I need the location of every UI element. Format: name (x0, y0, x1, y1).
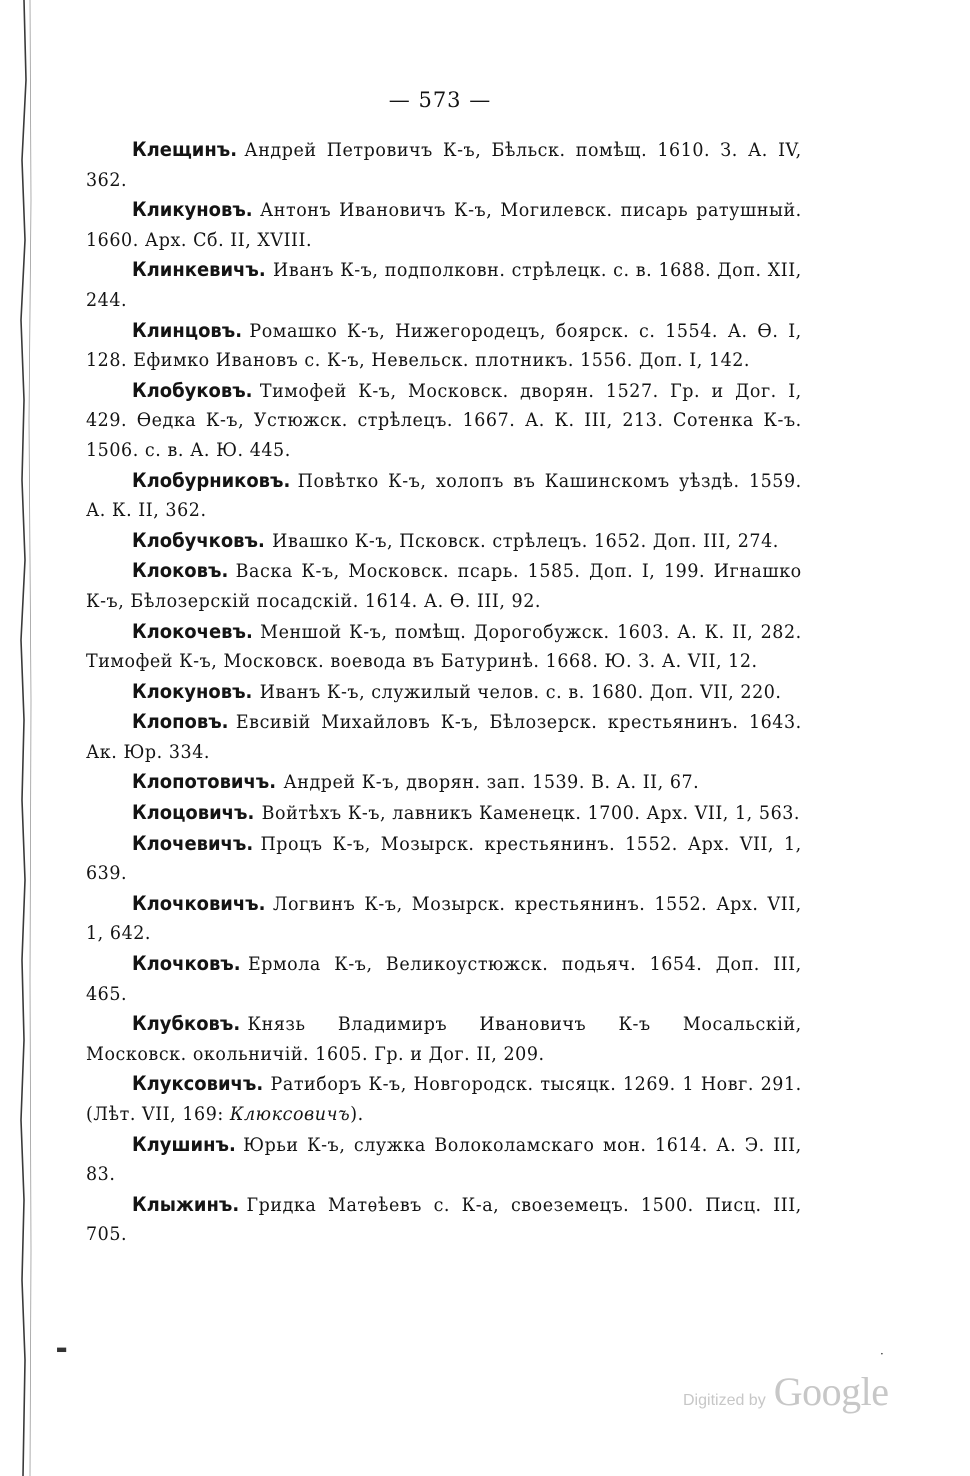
entry-headword: Клоковъ. (132, 559, 229, 583)
entry-klokochev (86, 617, 802, 677)
digitized-by-google-watermark (683, 1368, 889, 1415)
entry-klubkov (86, 1009, 802, 1069)
entry-klopotovich (86, 767, 802, 798)
entry-headword: Клушинъ. (132, 1132, 236, 1156)
entry-headword: Клочковичъ. (132, 891, 266, 915)
entry-klopov (86, 707, 802, 767)
scan-edge-shadow (0, 0, 40, 1476)
entry-headword: Клобурниковъ. (132, 468, 291, 492)
entry-text: Повѣтко К-ъ, холопъ въ Кашинскомъ уѣздѣ. 1559. А. К. II, 362. (86, 469, 802, 522)
entry-text: Андрей Петровичъ К-ъ, Бѣльск. помѣщ. 1610. З. А. IV, 362. (86, 139, 802, 191)
entry-text: Ратиборъ К-ъ, Новгородск. тысяцк. 1269. 1 Новг. 291. (Лѣт. VII, 169: (86, 1073, 802, 1125)
entry-klokov (86, 556, 802, 616)
entry-kluksovich (86, 1069, 802, 1129)
entry-headword: Клинкевичъ. (132, 258, 266, 282)
page-number: — 573 — (388, 88, 492, 112)
entry-text: Евсивій Михайловъ К-ъ, Бѣлозерск. крестьянинъ. 1643. Ак. Юр. 334. (86, 711, 802, 763)
entry-headword: Клубковъ. (132, 1012, 241, 1036)
entry-headword: Клокуновъ. (132, 679, 253, 703)
entry-headword: Клещинъ. (132, 138, 238, 161)
entry-klochkov (86, 949, 802, 1009)
entry-headword: Клобуковъ. (132, 378, 253, 402)
entry-headword: Клочевичъ. (132, 831, 254, 855)
entry-text: Князь Владимиръ Ивановичъ К-ъ Мосальскій, Московск. окольничій. 1605. Гр. и Дог. II, 209. (86, 1013, 802, 1065)
entry-kleshchin (86, 135, 802, 195)
entry-klobuchkov (86, 526, 802, 557)
entry-text: Войтѣхъ К-ъ, лавникъ Каменецк. 1700. Арх. VII, 1, 563. (261, 802, 801, 825)
entry-headword: Клобучковъ. (132, 528, 265, 552)
entry-kloburnikov (86, 466, 802, 526)
entry-headword: Клыжинъ. (132, 1192, 240, 1216)
scan-speck: · (880, 1347, 884, 1361)
entry-text: Юрьи К-ъ, служка Волоколамскаго мон. 1614. А. Э. III, 83. (86, 1133, 802, 1186)
entry-klyzhin (86, 1190, 802, 1250)
entry-headword: Клинцовъ. (132, 318, 243, 342)
entry-klobukov (86, 376, 802, 466)
scan-speck: ▬ (56, 1342, 68, 1356)
entry-klotsovich (86, 798, 802, 829)
entry-text: Антонъ Ивановичъ К-ъ, Могилевск. писарь ратушный. 1660. Арх. Сб. II, XVIII. (86, 199, 802, 251)
entry-text: Ермола К-ъ, Великоустюжск. подьяч. 1654. Доп. III, 465. (86, 953, 802, 1005)
entry-text: Логвинъ К-ъ, Мозырск. крестьянинъ. 1552. Арх. VII, 1, 642. (86, 892, 802, 945)
entry-text: Васка К-ъ, Московск. псарь. 1585. Доп. I, 199. Игнашко К-ъ, Бѣлозерскій посадскій. 1614. А. Ѳ. III, 92. (86, 560, 802, 612)
entry-klochevich (86, 829, 802, 889)
entry-text: Иванъ К-ъ, подполковн. стрѣлецк. с. в. 1688. Доп. XII, 244. (86, 259, 802, 311)
entry-text: Ромашко К-ъ, Нижегородецъ, боярск. с. 1554. А. Ѳ. I, 128. Ефимко Ивановъ с. К-ъ, Невельск. плотникъ. 1556. Доп. I, 142. (86, 319, 802, 372)
entry-klikunov (86, 195, 802, 255)
entry-headword: Кликуновъ. (132, 198, 253, 222)
entry-headword: Клоповъ. (132, 710, 229, 734)
entry-headword: Клоцовичъ. (132, 801, 255, 825)
entry-headword: Клочковъ. (132, 952, 241, 976)
entry-text: Тимофей К-ъ, Московск. дворян. 1527. Гр. и Дог. I, 429. Ѳедка К-ъ, Устюжск. стрѣлецъ. 1667. А. К. III, 213. Сотенка К-ъ. 1506. с. в. А. Ю. 445. (86, 379, 802, 461)
entry-klochkovich (86, 889, 802, 949)
entry-headword: Клопотовичъ. (132, 770, 277, 794)
entry-klinkevich (86, 255, 802, 315)
entry-variant-spelling: Клюксовичъ (229, 1103, 351, 1125)
entry-text: Гридка Матѳѣевъ с. К-а, своеземецъ. 1500. Писц. III, 705. (86, 1193, 802, 1246)
entry-text: Меншой К-ъ, помѣщ. Дорогобужск. 1603. А. К. II, 282. Тимофей К-ъ, Московск. воевода въ Батуринѣ. 1668. Ю. З. А. VII, 12. (86, 620, 802, 673)
watermark-prefix: Digitized by (683, 1392, 766, 1409)
entry-klintsov (86, 316, 802, 376)
entry-klushin (86, 1130, 802, 1190)
entry-text: Процъ К-ъ, Мозырск. крестьянинъ. 1552. Арх. VII, 1, 639. (86, 832, 802, 885)
entry-headword: Клокочевъ. (132, 619, 253, 643)
entry-text: Ивашко К-ъ, Псковск. стрѣлецъ. 1652. Доп. III, 274. (272, 529, 779, 552)
dictionary-entries (86, 135, 802, 1250)
google-logo: Google (773, 1369, 889, 1414)
entry-text: Андрей К-ъ, дворян. зап. 1539. В. А. II, 67. (283, 771, 700, 794)
entry-text-tail: ). (350, 1103, 364, 1125)
entry-klokunov (86, 677, 802, 708)
entry-headword: Клуксовичъ. (132, 1072, 264, 1096)
entry-text: Иванъ К-ъ, служилый челов. с. в. 1680. Доп. VII, 220. (259, 680, 782, 703)
